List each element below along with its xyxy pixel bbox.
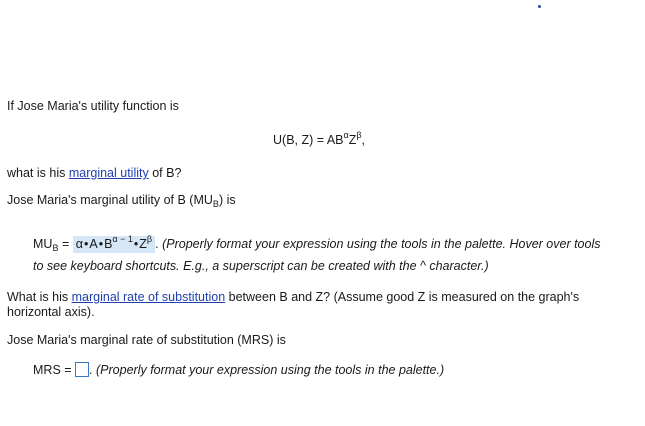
mu-term-alpha: α xyxy=(75,237,83,251)
marginal-utility-link[interactable]: marginal utility xyxy=(68,166,149,180)
mu-hint-line2: to see keyboard shortcuts. E.g., a superscript can be created with the ^ character.) xyxy=(33,259,489,273)
utility-exp-beta: β xyxy=(356,130,362,140)
mu-term-z: Z xyxy=(139,237,147,251)
mu-dot-1: • xyxy=(83,237,89,251)
utility-lhs: U(B, Z) = AB xyxy=(273,133,344,147)
mu-dot-2: • xyxy=(98,237,104,251)
mrs-period: . xyxy=(89,363,93,377)
mu-dot-3: • xyxy=(133,237,139,251)
mu-hint-line1: (Properly format your expression using the tools in the palette. Hover over tools xyxy=(162,237,601,251)
mu-answer-field[interactable] xyxy=(73,236,155,253)
utility-equation xyxy=(273,130,366,147)
question1-before: what is his xyxy=(7,166,69,180)
mu-answer-row xyxy=(33,236,601,253)
question1-after: of B? xyxy=(148,166,182,180)
mu-label: MU xyxy=(33,237,53,251)
utility-exp-alpha: α xyxy=(343,130,349,140)
mrs-answer-input[interactable] xyxy=(75,362,89,377)
mu-statement-end: ) is xyxy=(218,193,236,207)
mu-statement-sub: B xyxy=(212,199,219,209)
mu-term-b: B xyxy=(104,237,113,251)
marginal-rate-of-substitution-link[interactable]: marginal rate of substitution xyxy=(71,290,226,304)
question2-line2: horizontal axis). xyxy=(7,305,95,319)
mu-label-sub: B xyxy=(52,243,59,253)
mu-equals: = xyxy=(58,237,73,251)
mu-term-b-exp: α − 1 xyxy=(112,234,133,244)
mrs-statement: Jose Maria's marginal rate of substitution (MRS) is xyxy=(7,333,286,347)
question-marginal-utility xyxy=(7,166,181,180)
question2-before: What is his xyxy=(7,290,72,304)
mu-statement-text: Jose Maria's marginal utility of B (MU xyxy=(7,193,213,207)
mrs-answer-row xyxy=(33,362,444,377)
question2-after: between B and Z? (Assume good Z is measured on the graph's xyxy=(225,290,580,304)
corner-dot xyxy=(538,5,541,8)
mu-period: . xyxy=(155,237,159,251)
intro-text: If Jose Maria's utility function is xyxy=(7,99,179,113)
question-mrs xyxy=(7,290,579,304)
mu-term-a: A xyxy=(89,237,98,251)
mrs-hint: (Properly format your expression using the tools in the palette.) xyxy=(96,363,445,377)
utility-z: Z xyxy=(348,133,357,147)
mrs-label: MRS = xyxy=(33,363,72,377)
utility-trail: , xyxy=(361,133,366,147)
mu-term-z-exp: β xyxy=(146,234,153,244)
mu-statement xyxy=(7,193,236,207)
